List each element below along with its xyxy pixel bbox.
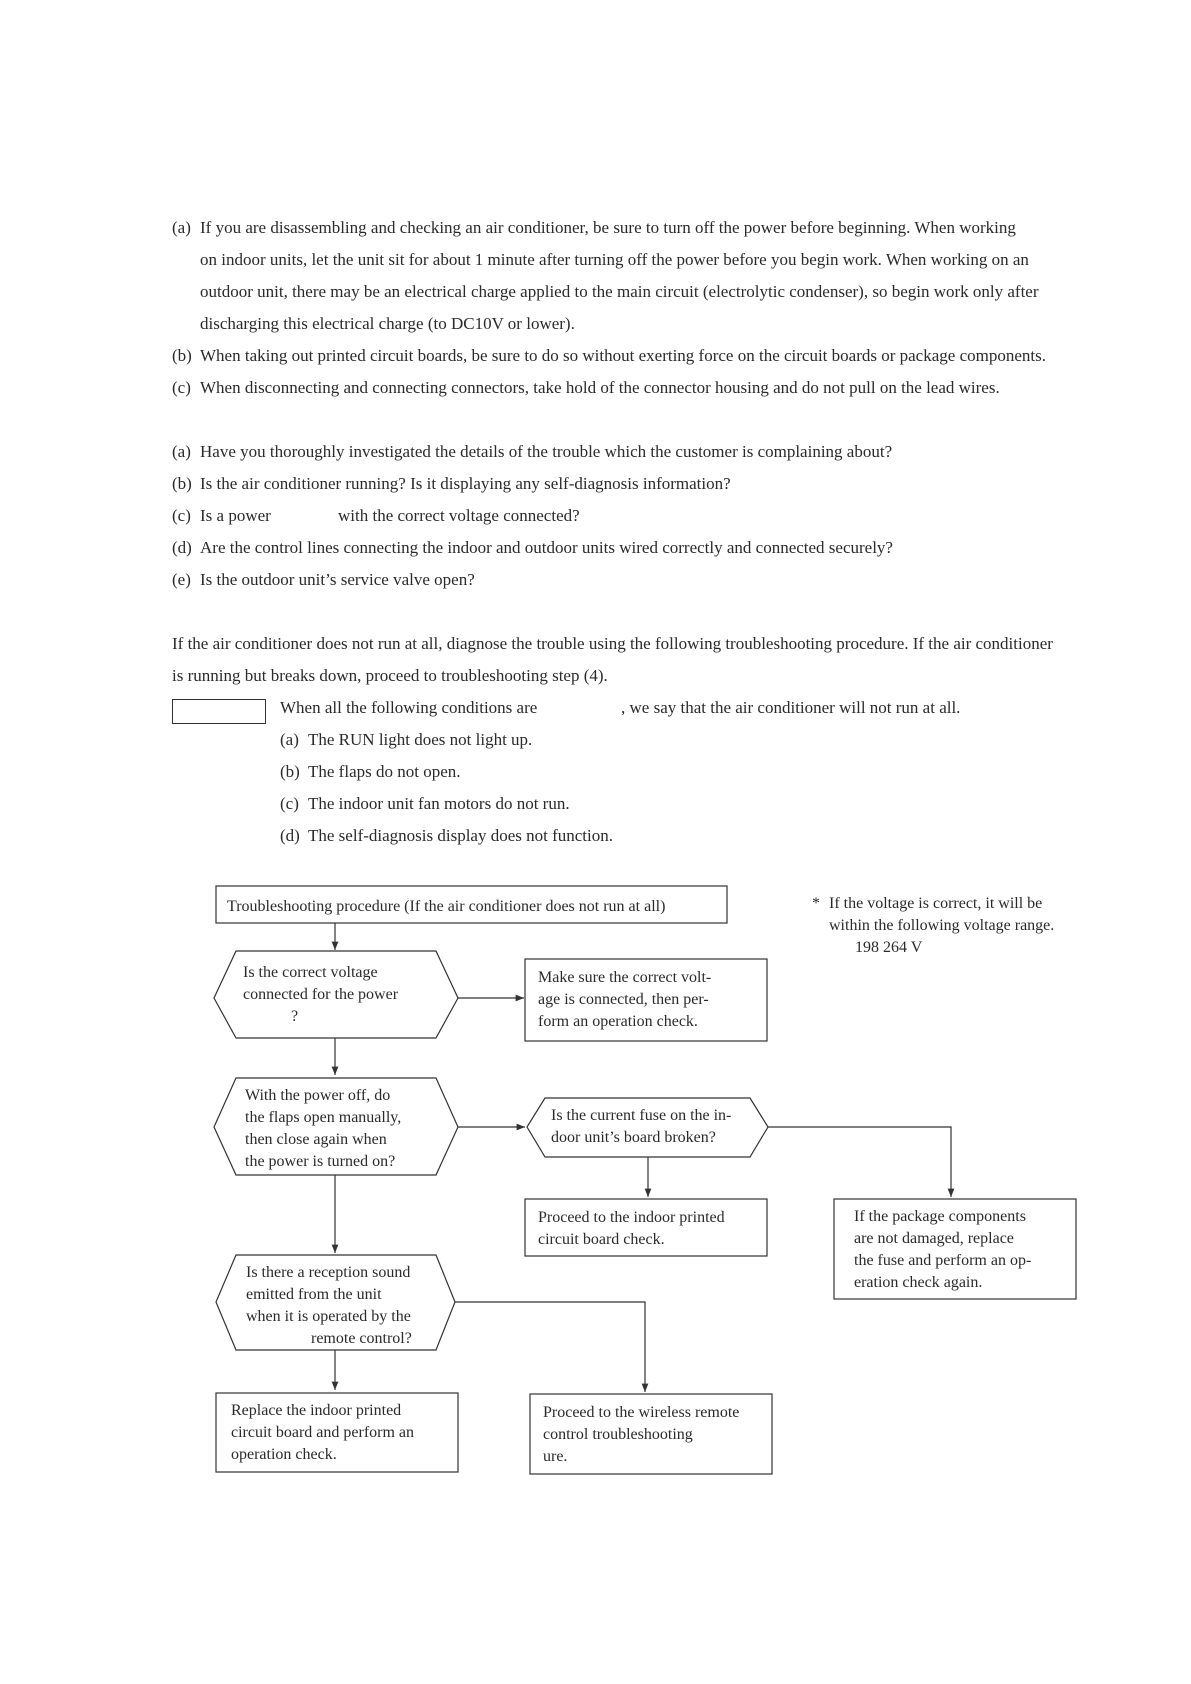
action-replace-board-line-1: Replace the indoor printed (231, 1402, 402, 1419)
voltage-note-line-2: within the following voltage range. (829, 917, 1055, 934)
arrow-reception-to-wireless (455, 1302, 645, 1392)
flow-title-box (216, 886, 727, 923)
action-package-line-3: the fuse and perform an op- (854, 1252, 1032, 1269)
decision-reception-line-2: emitted from the unit (246, 1286, 382, 1303)
item-label: (d) (172, 538, 192, 557)
item-label: (a) (172, 218, 191, 237)
action-fix-voltage-line-1: Make sure the correct volt- (538, 969, 712, 986)
decision-flaps-line-2: the flaps open manually, (245, 1109, 402, 1126)
action-replace-board (216, 1393, 458, 1472)
voltage-note-range: 198 264 V (855, 939, 923, 956)
decision-voltage (214, 951, 458, 1038)
action-indoor-check-line-1: Proceed to the indoor printed (538, 1209, 725, 1226)
note-text-b: , we say that the air conditioner will not run at all. (621, 698, 961, 717)
check-e-text: Is the outdoor unit’s service valve open? (200, 570, 475, 589)
decision-reception-line-1: Is there a reception sound (246, 1264, 411, 1281)
decision-fuse-line-1: Is the current fuse on the in- (551, 1107, 732, 1124)
precaution-a-line-1: If you are disassembling and checking an air conditioner, be sure to turn off the power before beginning. When working (200, 218, 1016, 237)
condition-d-text: The self-diagnosis display does not function. (308, 826, 614, 845)
arrow-fuse-to-package (768, 1127, 951, 1197)
decision-voltage-line-2: connected for the power (243, 986, 399, 1003)
check-c-text-a: Is a power (200, 506, 271, 525)
decision-reception (216, 1255, 455, 1350)
action-indoor-check-line-2: circuit board check. (538, 1231, 665, 1248)
item-label: (e) (172, 570, 191, 589)
action-fix-voltage-line-3: form an operation check. (538, 1013, 698, 1030)
decision-reception-line-4: remote control? (311, 1330, 412, 1347)
item-label: (c) (172, 506, 191, 525)
note-text-a: When all the following conditions are (280, 698, 538, 717)
action-package-line-1: If the package components (854, 1208, 1026, 1225)
precaution-b-text: When taking out printed circuit boards, be sure to do so without exerting force on the circuit boards or package components. (200, 346, 1046, 365)
action-wireless-remote-line-2: control troubleshooting (543, 1426, 693, 1443)
intro-line-1: If the air conditioner does not run at all, diagnose the trouble using the following troubleshooting procedure. If the air conditioner (172, 634, 1053, 653)
precaution-a-line-4: discharging this electrical charge (to DC10V or lower). (200, 314, 575, 333)
decision-fuse-line-2: door unit’s board broken? (551, 1129, 716, 1146)
action-wireless-remote-line-3: ure. (543, 1448, 568, 1465)
item-label: (d) (280, 826, 300, 845)
precaution-a-line-2: on indoor units, let the unit sit for about 1 minute after turning off the power before you begin work. When working on an (200, 250, 1029, 269)
item-label: (c) (172, 378, 191, 397)
condition-b-text: The flaps do not open. (308, 762, 461, 781)
action-wireless-remote-line-1: Proceed to the wireless remote (543, 1404, 740, 1421)
intro-line-2: is running but breaks down, proceed to troubleshooting step (4). (172, 666, 608, 685)
decision-flaps (214, 1078, 458, 1175)
check-a-text: Have you thoroughly investigated the details of the trouble which the customer is complaining about? (200, 442, 893, 461)
decision-fuse (527, 1098, 768, 1157)
decision-voltage-line-3: ? (291, 1008, 299, 1025)
item-label: (b) (172, 474, 192, 493)
check-c-text-b: with the correct voltage connected? (338, 506, 580, 525)
action-package-line-2: are not damaged, replace (854, 1230, 1014, 1247)
precaution-c-text: When disconnecting and connecting connectors, take hold of the connector housing and do not pull on the lead wires. (200, 378, 1000, 397)
action-package (834, 1199, 1076, 1299)
item-label: (a) (172, 442, 191, 461)
precaution-a-line-3: outdoor unit, there may be an electrical charge applied to the main circuit (electrolytic condenser), so begin work only after (200, 282, 1039, 301)
voltage-note-star: * (812, 895, 820, 912)
action-replace-board-line-2: circuit board and perform an (231, 1424, 415, 1441)
decision-flaps-line-3: then close again when (245, 1131, 387, 1148)
item-label: (b) (280, 762, 300, 781)
action-indoor-check (525, 1199, 767, 1256)
action-wireless-remote (530, 1394, 772, 1474)
decision-voltage-line-1: Is the correct voltage (243, 964, 378, 981)
item-label: (c) (280, 794, 299, 813)
action-replace-board-line-3: operation check. (231, 1446, 337, 1463)
item-label: (a) (280, 730, 299, 749)
condition-c-text: The indoor unit fan motors do not run. (308, 794, 570, 813)
decision-flaps-line-1: With the power off, do (245, 1087, 391, 1104)
check-d-text: Are the control lines connecting the indoor and outdoor units wired correctly and connected securely? (200, 538, 893, 557)
action-package-line-4: eration check again. (854, 1274, 983, 1291)
check-b-text: Is the air conditioner running? Is it displaying any self-diagnosis information? (200, 474, 731, 493)
voltage-note (812, 895, 1054, 956)
voltage-note-line-1: If the voltage is correct, it will be (829, 895, 1043, 912)
decision-reception-line-3: when it is operated by the (246, 1308, 411, 1325)
flow-title: Troubleshooting procedure (If the air conditioner does not run at all) (227, 898, 666, 915)
item-label: (b) (172, 346, 192, 365)
decision-flaps-line-4: the power is turned on? (245, 1153, 396, 1170)
condition-a-text: The RUN light does not light up. (308, 730, 533, 749)
action-fix-voltage-line-2: age is connected, then per- (538, 991, 709, 1008)
action-fix-voltage (525, 959, 767, 1041)
